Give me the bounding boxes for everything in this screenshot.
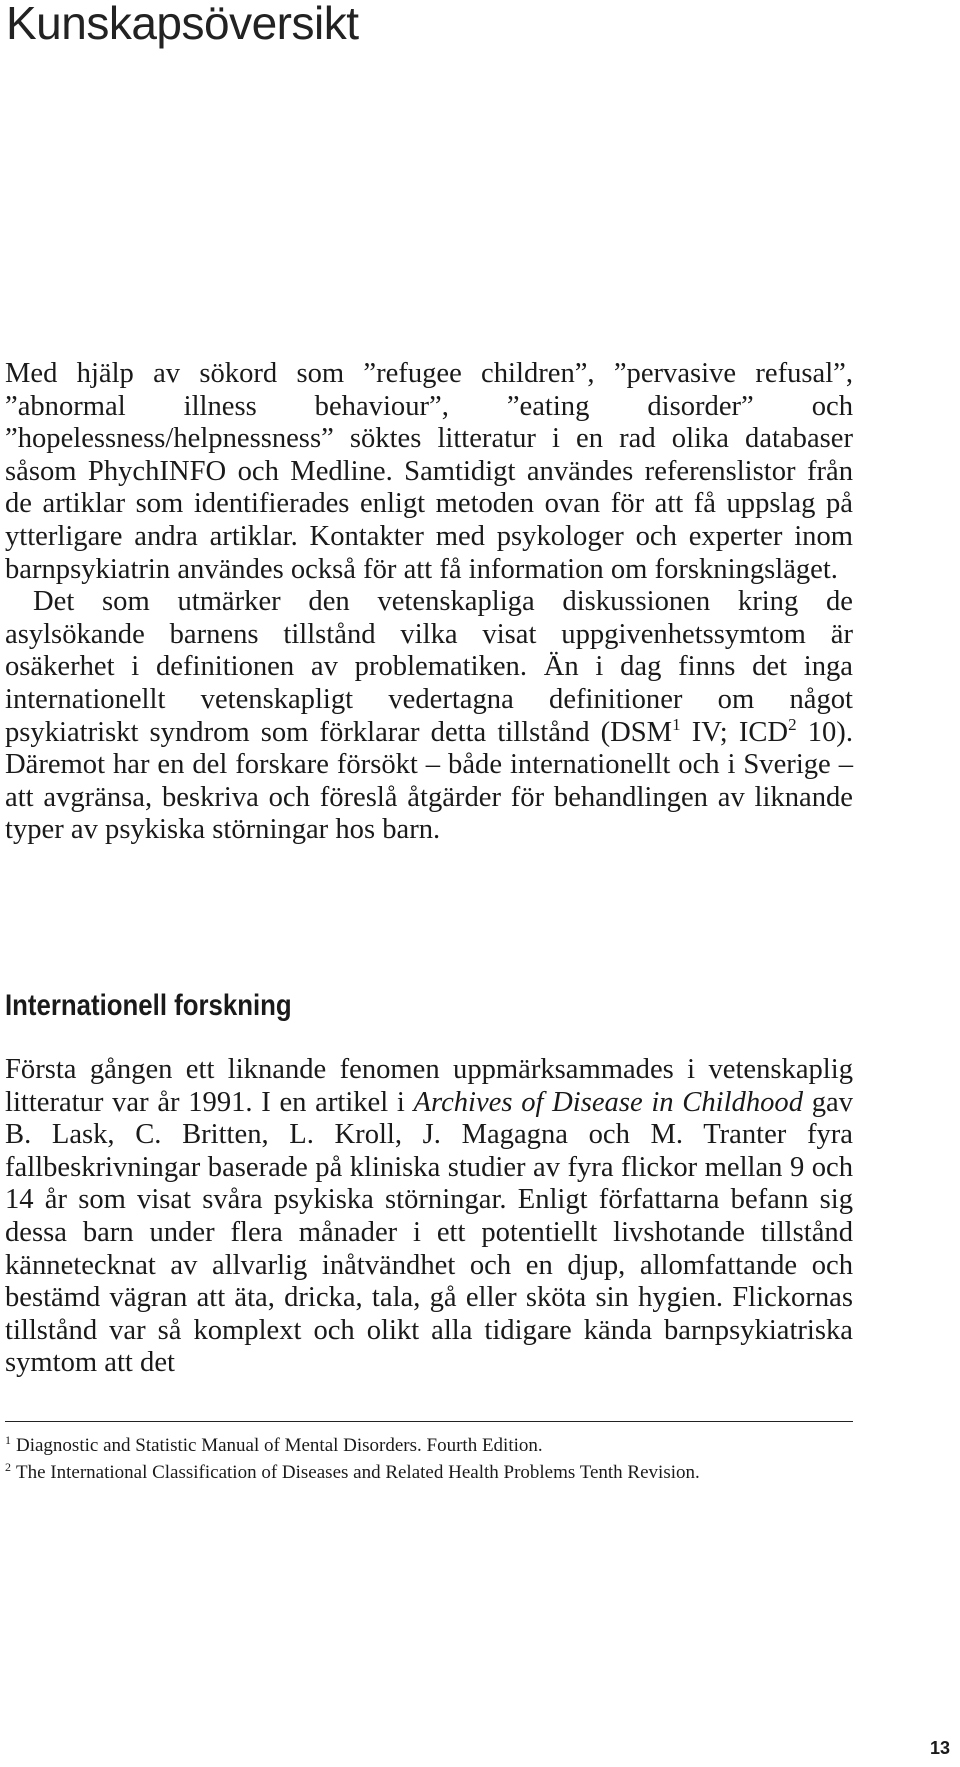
footnotes — [5, 1432, 865, 1486]
footnote-2 — [5, 1459, 865, 1486]
footnote-ref-2[interactable]: 2 — [788, 714, 797, 734]
intro-section — [5, 358, 853, 847]
paragraph-2-text-end: 10). Däremot har en del forskare försökt – både internationellt och i Sverige – att avgränsa, beskriva och föreslå åtgärder för behandlingen av liknande typer av psykiska störningar hos barn. — [5, 716, 853, 846]
research-paragraph — [5, 1054, 853, 1380]
research-text-end: gav B. Lask, C. Britten, L. Kroll, J. Magagna och M. Tranter fyra fallbeskrivningar baserade på kliniska studier av fyra flickor mellan 9 och 14 år som visat svåra psykiska störningar. Enligt författarna befann sig dessa barn under flera månader i ett potentiellt livshotande tillstånd kännetecknat av allvarlig inåtvändhet och en djup, allomfattande och bestämd vägran att äta, dricka, tala, gå eller sköta sin hygien. Flickornas tillstånd var så komplext och olikt alla tidigare kända barnpsykiatriska symtom att det — [5, 1086, 854, 1379]
paragraph-2-text-middle: IV; ICD — [680, 716, 789, 748]
footnote-2-text: The International Classification of Diseases and Related Health Problems Tenth Revision. — [16, 1462, 700, 1483]
footnote-1 — [5, 1432, 865, 1459]
footnote-ref-1[interactable]: 1 — [672, 714, 681, 734]
footnote-1-mark: 1 — [5, 1433, 11, 1447]
footnote-2-mark: 2 — [5, 1460, 11, 1474]
intro-paragraph-1: Med hjälp av sökord som ”refugee children”, ”pervasive refusal”, ”abnormal illness behaviour”, ”eating disorder” och ”hopelessness/helpnessness” söktes litteratur i en rad olika databaser såsom PhychINFO och Medline. Samtidigt användes referenslistor från de artiklar som identifierades enligt metoden ovan för att få uppslag på ytterligare andra artiklar. Kontakter med psykologer och experter inom barnpsykiatrin användes också för att få information om forskningsläget. — [5, 358, 853, 585]
journal-title: Archives of Disease in Childhood — [413, 1086, 804, 1118]
page-number: 13 — [929, 1738, 950, 1758]
research-text-start: Första gången ett liknande fenomen uppmärksammades i vetenskaplig litteratur var år 1991. I en artikel i — [5, 1054, 853, 1118]
paragraph-2-text-start: Det som utmärker den vetenskapliga diskussionen kring de asylsökande barnens tillstånd vilka visat uppgivenhetssymtom är osäkerhet i definitionen av problematiken. Än i dag finns det inga internationellt vetenskapligt vedertagna definitioner om något psykiatriskt syndrom som förklarar detta tillstånd (DSM — [5, 586, 853, 748]
section-heading: Internationell forskning — [5, 989, 292, 1022]
footnote-divider — [5, 1421, 853, 1422]
footnote-1-text: Diagnostic and Statistic Manual of Mental Disorders. Fourth Edition. — [16, 1435, 543, 1456]
chapter-title: Kunskapsöversikt — [6, 0, 359, 49]
intro-paragraph-2 — [5, 586, 853, 847]
research-section — [5, 1054, 853, 1380]
